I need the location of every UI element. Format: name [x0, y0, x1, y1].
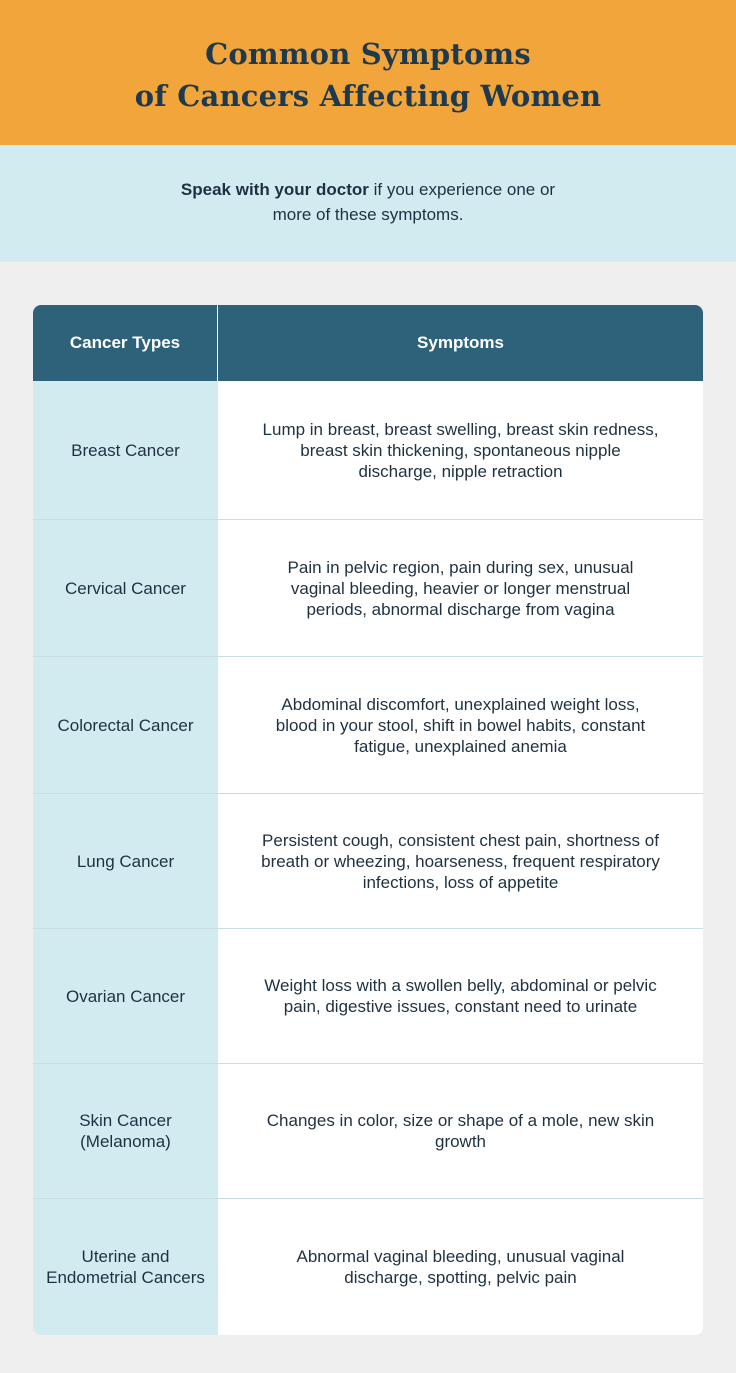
- symptoms-cell: [218, 520, 703, 656]
- column-header-cancer-types: Cancer Types: [33, 305, 218, 381]
- symptoms-cell: [218, 381, 703, 519]
- page-title: [135, 33, 602, 117]
- symptoms-text: Abdominal discomfort, unexplained weight loss, blood in your stool, shift in bowel habits, constant fatigue, unexplained anemia: [275, 694, 646, 756]
- table-row: [33, 928, 703, 1063]
- symptoms-cell: [218, 794, 703, 928]
- cancer-type-cell: Cervical Cancer: [33, 520, 218, 656]
- table-row: [33, 793, 703, 928]
- subtitle-text: [168, 177, 568, 227]
- cancer-type-cell: Skin Cancer (Melanoma): [33, 1064, 218, 1198]
- cancer-type-cell: Uterine and Endometrial Cancers: [33, 1199, 218, 1335]
- symptoms-text: Lump in breast, breast swelling, breast skin redness, breast skin thickening, spontaneous nipple discharge, nipple retraction: [262, 419, 659, 481]
- symptoms-text: Weight loss with a swollen belly, abdominal or pelvic pain, digestive issues, constant need to urinate: [264, 976, 657, 1016]
- table-header: [33, 305, 703, 381]
- symptoms-table: [33, 305, 703, 1335]
- subtitle-rest: if you experience one or more of these symptoms.: [272, 179, 556, 224]
- table-row: [33, 1063, 703, 1198]
- title-line-2: of Cancers Affecting Women: [134, 78, 602, 113]
- symptoms-text: Persistent cough, consistent chest pain, shortness of breath or wheezing, hoarseness, frequent respiratory infections, loss of appetite: [261, 830, 660, 892]
- table-row: [33, 381, 703, 519]
- symptoms-cell: [218, 1064, 703, 1198]
- table-body: [33, 381, 703, 1335]
- header-banner: [0, 0, 736, 145]
- symptoms-cell: [218, 657, 703, 793]
- subtitle-bold: Speak with your doctor: [180, 179, 369, 199]
- title-line-1: Common Symptoms: [205, 36, 531, 71]
- cancer-type-cell: Ovarian Cancer: [33, 929, 218, 1063]
- table-row: [33, 1198, 703, 1335]
- symptoms-text: Changes in color, size or shape of a mole, new skin growth: [266, 1111, 655, 1151]
- symptoms-text: Abnormal vaginal bleeding, unusual vaginal discharge, spotting, pelvic pain: [296, 1247, 625, 1287]
- table-row: [33, 656, 703, 793]
- subtitle-banner: [0, 145, 736, 262]
- symptoms-text: Pain in pelvic region, pain during sex, unusual vaginal bleeding, heavier or longer menstrual periods, abnormal discharge from vagina: [287, 557, 634, 619]
- symptoms-cell: [218, 929, 703, 1063]
- cancer-type-cell: Colorectal Cancer: [33, 657, 218, 793]
- cancer-type-cell: Lung Cancer: [33, 794, 218, 928]
- symptoms-cell: [218, 1199, 703, 1335]
- column-header-symptoms: Symptoms: [417, 333, 504, 352]
- table-row: [33, 519, 703, 656]
- cancer-type-cell: Breast Cancer: [33, 381, 218, 519]
